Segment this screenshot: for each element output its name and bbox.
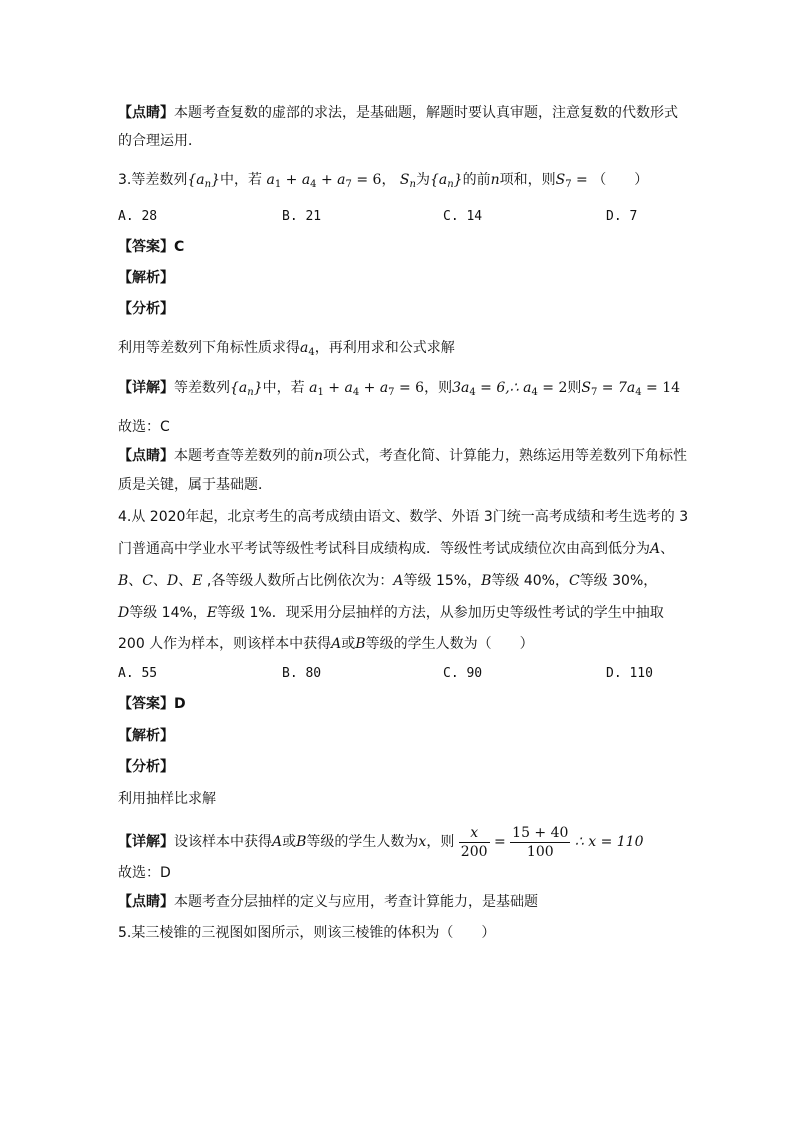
q3-review-2: 质是关键，属于基础题． [118,477,272,493]
q3-analysis-heading: 【解析】 [118,270,174,286]
fraction-2: $\frac{15 + 40}{100}$ [512,824,569,860]
question-4-line-2: 门普通高中学业水平考试等级性考试科目成绩构成．等级性考试成绩位次由高到低分为A、 [118,541,675,557]
q3-detail: 【详解】等差数列$\{a_n\}$中，若 $a_1 + a_4 + a_7 = 6$，则$3a_4$ = 6,∴ $a_4 = 2$则$S_7 = 7a_4 = 14$ [118,380,681,398]
question-4-line-5: 200 人作为样本，则该样本中获得A或B等级的学生人数为（ ） [118,636,534,652]
question-4-line-4: D等级 14%，E等级 1%．现采用分层抽样的方法，从参加历史等级性考试的学生中抽取 [118,605,664,621]
q3-option-d[interactable]: D. 7 [606,209,638,224]
q3-fenxi-text: 利用等差数列下角标性质求得$a_4$，再利用求和公式求解 [118,340,455,358]
question-3-stem: 3.等差数列$\{a_n\}$中，若 $a_1 + a_4 + a_7 = 6$， $S_n$为$\{a_n\}$的前n项和，则$S_7$ = （ ） [118,172,649,190]
q4-fenxi-text: 利用抽样比求解 [118,791,216,807]
q3-option-a[interactable]: A. 28 [118,209,158,224]
q4-answer: 【答案】D [118,696,186,712]
review-text: 本题考查复数的虚部的求法，是基础题，解题时要认真审题，注意复数的代数形式 [174,105,678,121]
q3-answer: 【答案】C [118,239,185,255]
q3-option-b[interactable]: B. 21 [282,209,322,224]
question-5-stem: 5.某三棱锥的三视图如图所示，则该三棱锥的体积为（ ） [118,925,496,941]
q4-detail: 【详解】设该样本中获得A或B等级的学生人数为x，则 $\frac{x}{200}$ = $\frac{15 + 40}{100}$ ∴ x = 110 [118,824,644,860]
q4-review: 【点睛】本题考查分层抽样的定义与应用，考查计算能力，是基础题 [118,894,538,910]
q3-review: 【点睛】本题考查等差数列的前n项公式，考查化简、计算能力，熟练运用等差数列下角标性 [118,448,688,464]
q4-option-a[interactable]: A. 55 [118,666,158,681]
fraction-1: $\frac{x}{200}$ [460,824,488,860]
q4-option-b[interactable]: B. 80 [282,666,322,681]
q4-option-c[interactable]: C. 90 [443,666,483,681]
review-tag: 【点睛】 [118,105,174,121]
q4-choose: 故选：D [118,865,171,881]
review-line-2: 的合理运用． [118,133,202,149]
q3-choose: 故选：C [118,419,170,435]
q4-fenxi-heading: 【分析】 [118,759,174,775]
q4-option-d[interactable]: D. 110 [606,666,653,681]
q4-analysis-heading: 【解析】 [118,728,174,744]
question-4-line-3: B、C、D、E ,各等级人数所占比例依次为：A等级 15%，B等级 40%，C等级 30%， [118,573,658,589]
question-4-line-1: 4.从 2020年起，北京考生的高考成绩由语文、数学、外语 3门统一高考成绩和考生选考的 3 [118,509,689,525]
q3-fenxi-heading: 【分析】 [118,301,174,317]
review-line [118,102,678,124]
q3-option-c[interactable]: C. 14 [443,209,483,224]
